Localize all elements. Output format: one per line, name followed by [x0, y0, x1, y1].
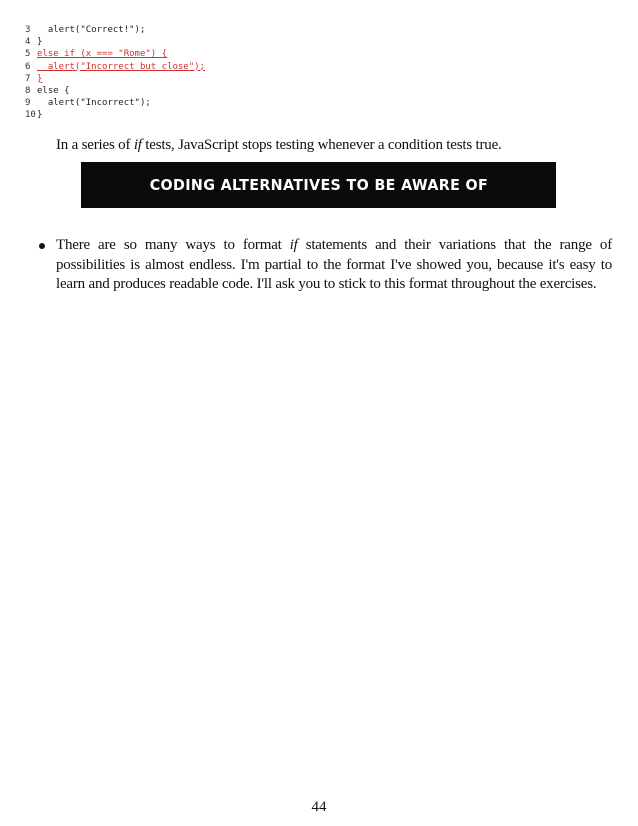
code-line-highlighted: [25, 48, 385, 60]
code-line-number: 4: [25, 37, 31, 48]
code-listing: [25, 24, 385, 122]
paragraph-text-start: In a series of: [56, 137, 134, 153]
body-paragraph: [56, 136, 596, 154]
code-line-number: 6: [25, 61, 31, 72]
code-line-text: alert("Incorrect");: [37, 98, 151, 109]
code-line-text: alert("Incorrect but close");: [37, 61, 205, 72]
code-line: [25, 24, 385, 36]
bullet-item: [56, 236, 612, 295]
code-line-text: }: [37, 73, 43, 84]
code-line-number: 8: [25, 86, 31, 97]
code-line-number: 7: [25, 73, 31, 84]
bullet-list: [56, 236, 612, 295]
section-banner: [81, 162, 556, 208]
page-number: 44: [311, 799, 327, 815]
code-line-number: 9: [25, 98, 31, 109]
code-line-text: alert("Correct!");: [37, 25, 146, 35]
code-line-number: 5: [25, 49, 31, 60]
code-line: [25, 36, 385, 48]
code-line-text: }: [37, 110, 43, 121]
code-line-text: }: [37, 37, 43, 48]
code-line: [25, 109, 385, 121]
code-line: [25, 97, 385, 109]
code-line-text: else if (x === "Rome") {: [37, 49, 168, 60]
bullet-text-start: There are so many ways to format: [56, 237, 290, 253]
code-line-highlighted: [25, 73, 385, 85]
code-line: [25, 85, 385, 97]
code-line-number: 10: [25, 110, 36, 121]
bullet-emphasis: if: [289, 237, 298, 253]
section-banner-title: CODING ALTERNATIVES TO BE AWARE OF: [149, 176, 488, 194]
bullet-dot-icon: [39, 243, 45, 249]
paragraph-emphasis: if: [133, 137, 142, 153]
code-line-number: 3: [25, 25, 31, 35]
paragraph-text-end: tests, JavaScript stops testing whenever a condition tests true.: [141, 137, 502, 153]
bullet-text-end: statements and their variations that the range of possibilities is almost endless. I'm partial to the format I've showed you, because it's easy to learn and produces readable code. I'll ask you to stick to this format throughout the exercises.: [56, 237, 612, 292]
code-line-highlighted: [25, 61, 385, 73]
code-line-text: else {: [37, 86, 70, 97]
